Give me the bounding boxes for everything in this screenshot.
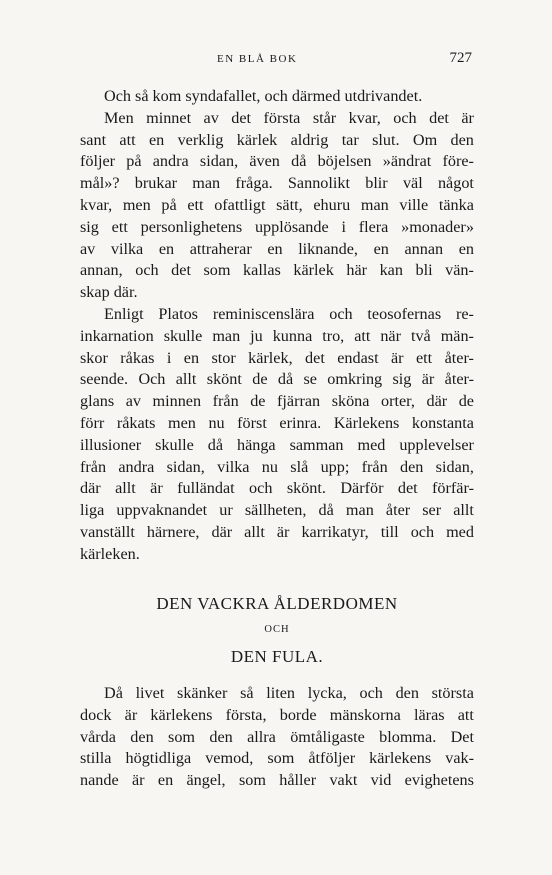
page-number: 727 bbox=[449, 50, 472, 66]
section-subtitle: DEN FULA. bbox=[230, 647, 324, 666]
text-line: av vilka en attraherar en liknande, en annan en bbox=[80, 239, 474, 258]
body-text-top bbox=[80, 86, 474, 566]
text-line: mål»? brukar man fråga. Sannolikt blir väl något bbox=[80, 174, 474, 193]
text-line: stilla högtidliga vemod, som åtföljer kärlekens vak- bbox=[80, 749, 474, 768]
text-line: sant att en verklig kärlek aldrig tar slut. Om den bbox=[80, 130, 474, 149]
text-line: från andra sidan, vilka nu slå upp; från den sidan, bbox=[80, 457, 474, 476]
text-line: skor råkas i en stor kärlek, det endast är ett åter- bbox=[80, 348, 474, 367]
paragraph bbox=[80, 86, 474, 108]
text-line: liga uppvaknandet ur sällheten, då man åter ser allt bbox=[80, 501, 474, 520]
text-line: annan, och det som kallas kärlek här kan bli vän- bbox=[80, 261, 474, 280]
text-line: Och så kom syndafallet, och därmed utdrivandet. bbox=[104, 87, 423, 105]
text-line: kärleken. bbox=[80, 544, 140, 563]
paragraph bbox=[80, 304, 474, 566]
text-line: inkarnation skulle man ju kunna tro, att när två män- bbox=[80, 326, 474, 345]
text-line: följer på andra sidan, även då böjelsen »ändrat före- bbox=[80, 152, 474, 171]
page-header bbox=[80, 50, 474, 72]
text-line: glans av minnen från de fjärran sköna orter, där de bbox=[80, 392, 474, 411]
text-line: skap där. bbox=[80, 283, 138, 302]
text-line: vårda den som den allra ömtåligaste blomma. Det bbox=[80, 727, 474, 746]
paragraph bbox=[80, 683, 474, 792]
text-line: kvar, men på ett ofattligt sätt, ehuru man ville tänka bbox=[80, 195, 474, 214]
body-text-bottom bbox=[80, 683, 474, 792]
running-head: EN BLÅ BOK bbox=[217, 53, 298, 65]
text-line: nande är en ängel, som håller vakt vid evighetens bbox=[80, 771, 474, 790]
text-line: dock är kärlekens första, borde mänskorna läras att bbox=[80, 705, 474, 724]
text-line: Men minnet av det första står kvar, och det är bbox=[104, 108, 474, 127]
text-line: sig ett personlighetens upplösande i flera »monader» bbox=[80, 217, 474, 236]
text-line: seende. Och allt skönt de då se omkring sig är åter- bbox=[80, 370, 474, 389]
section-title: DEN VACKRA ÅLDERDOMEN bbox=[156, 594, 398, 613]
text-line: där allt är fulländat och skönt. Därför det förfär- bbox=[80, 479, 474, 498]
section-title-conjunction: OCH bbox=[264, 624, 290, 635]
text-line: illusioner skulle då hänga samman med upplevelser bbox=[80, 435, 474, 454]
text-line: Då livet skänker så liten lycka, och den största bbox=[104, 684, 474, 702]
text-line: Enligt Platos reminiscenslära och teosofernas re- bbox=[104, 304, 474, 323]
text-line: vanställt härnere, där allt är karrikatyr, till och med bbox=[80, 522, 474, 541]
paragraph bbox=[80, 108, 474, 304]
text-line: förr råkats men nu först erinra. Kärlekens konstanta bbox=[80, 413, 474, 432]
